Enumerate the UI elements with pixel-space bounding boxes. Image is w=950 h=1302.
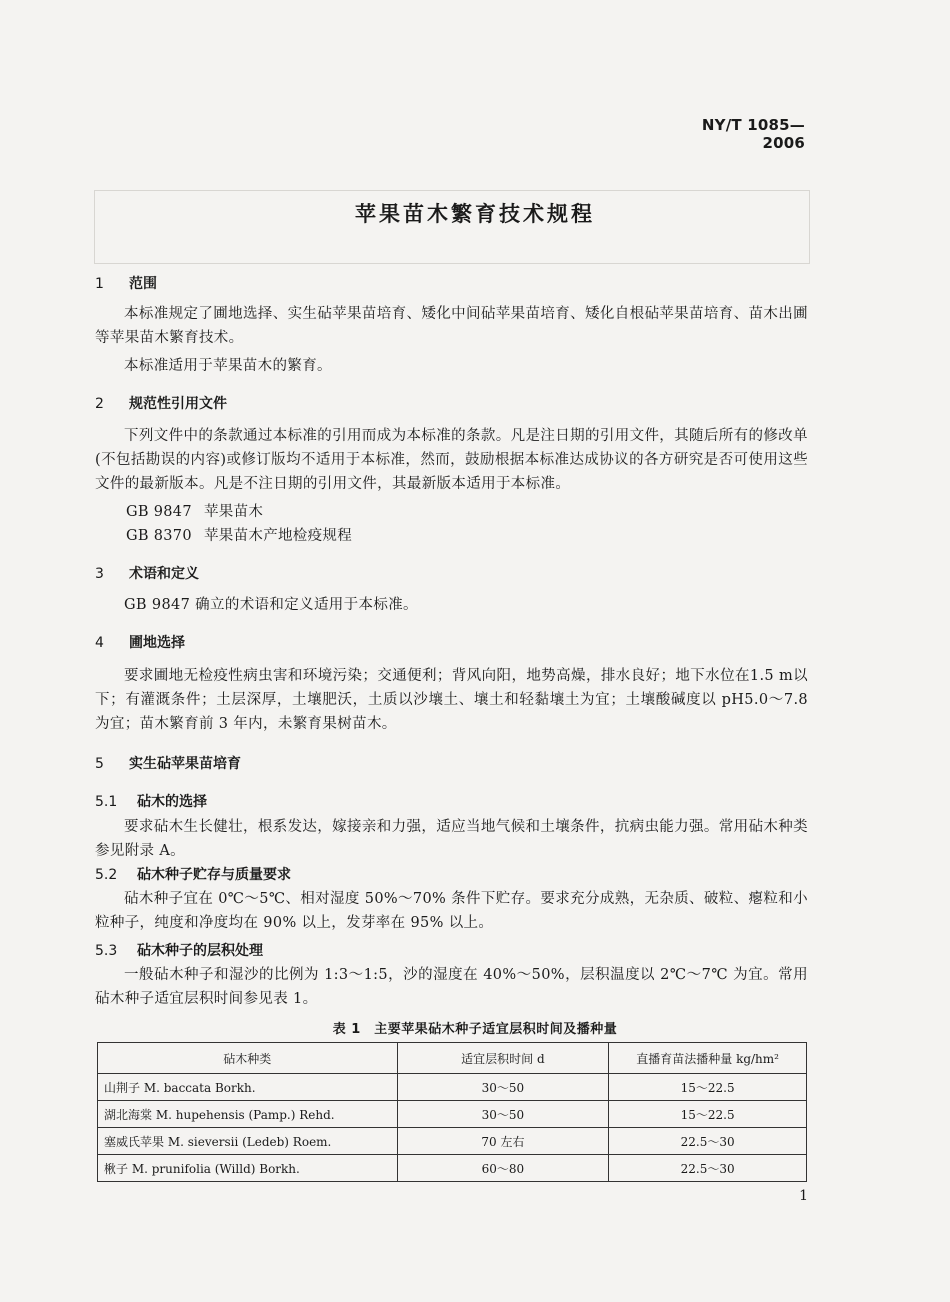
section-title: 术语和定义 [129, 566, 199, 582]
section-number: 3 [95, 566, 104, 582]
cell-days: 30～50 [397, 1074, 609, 1101]
section-4-paragraph-1: 要求圃地无检疫性病虫害和环境污染；交通便利；背风向阳，地势高燥，排水良好；地下水位在1.5 m以下；有灌溉条件；土层深厚，土壤肥沃，土质以沙壤土、壤土和轻黏壤土为宜；土壤酸碱度以 pH5.0～7.8 为宜；苗木繁育前 3 年内，未繁育果树苗木。 [95, 668, 808, 732]
section-1-paragraph-1: 本标准规定了圃地选择、实生砧苹果苗培育、矮化中间砧苹果苗培育、矮化自根砧苹果苗培育、苗木出圃等苹果苗木繁育技术。 [95, 306, 808, 346]
column-header-stratification-days: 适宜层积时间 d [397, 1043, 609, 1074]
section-number: 5 [95, 756, 104, 772]
reference-name: 苹果苗木 [204, 504, 264, 520]
cell-species: 楸子 M. prunifolia (Willd) Borkh. [98, 1155, 398, 1182]
column-header-sowing-rate: 直播育苗法播种量 kg/hm² [609, 1043, 807, 1074]
section-title: 范围 [129, 276, 157, 292]
page-number: 1 [799, 1188, 808, 1204]
table-row [98, 1101, 807, 1128]
document-title: 苹果苗木繁育技术规程 [355, 202, 595, 226]
reference-item [126, 524, 352, 545]
section-5-3-heading [95, 940, 263, 960]
section-5-3-paragraph-1: 一般砧木种子和湿沙的比例为 1:3～1:5，沙的湿度在 40%～50%，层积温度以 2℃～7℃ 为宜。常用砧木种子适宜层积时间参见表 1。 [95, 967, 808, 1007]
section-2-paragraph-1: 下列文件中的条款通过本标准的引用而成为本标准的条款。凡是注日期的引用文件，其随后所有的修改单(不包括勘误的内容)或修订版均不适用于本标准，然而，鼓励根据本标准达成协议的各方研究是否可使用这些文件的最新版本。凡是不注日期的引用文件，其最新版本适用于本标准。 [95, 428, 808, 492]
section-number: 5.1 [95, 794, 118, 810]
section-title: 砧木的选择 [137, 794, 207, 810]
reference-item [126, 500, 263, 521]
cell-rate: 22.5～30 [609, 1155, 807, 1182]
section-5-1-paragraph-1: 要求砧木生长健壮，根系发达，嫁接亲和力强，适应当地气候和土壤条件，抗病虫能力强。常用砧木种类参见附录 A。 [95, 819, 808, 859]
section-number: 5.2 [95, 867, 118, 883]
table-row [98, 1155, 807, 1182]
section-number: 1 [95, 276, 104, 292]
table-header-row [98, 1043, 807, 1074]
reference-code: GB 8370 [126, 528, 192, 544]
section-5-heading [95, 753, 241, 773]
cell-species: 湖北海棠 M. hupehensis (Pamp.) Rehd. [98, 1101, 398, 1128]
cell-days: 30～50 [397, 1101, 609, 1128]
section-1-heading [95, 273, 157, 293]
column-header-species: 砧木种类 [98, 1043, 398, 1074]
cell-rate: 15～22.5 [609, 1101, 807, 1128]
reference-name: 苹果苗木产地检疫规程 [204, 528, 352, 544]
cell-species: 山荆子 M. baccata Borkh. [98, 1074, 398, 1101]
section-2-heading [95, 393, 227, 413]
section-title: 砧木种子的层积处理 [137, 943, 263, 959]
table-row [98, 1074, 807, 1101]
section-3-heading [95, 563, 199, 583]
standard-code: NY/T 1085—2006 [701, 116, 805, 152]
table-1 [97, 1042, 807, 1182]
cell-species: 塞威氏苹果 M. sieversii (Ledeb) Roem. [98, 1128, 398, 1155]
section-5-2-heading [95, 864, 291, 884]
reference-code: GB 9847 [126, 504, 192, 520]
cell-days: 60～80 [397, 1155, 609, 1182]
section-title: 圃地选择 [129, 635, 185, 651]
section-5-2-paragraph-1: 砧木种子宜在 0℃～5℃、相对湿度 50%～70% 条件下贮存。要求充分成熟，无杂质、破粒、瘪粒和小粒种子，纯度和净度均在 90% 以上，发芽率在 95% 以上。 [95, 891, 808, 931]
cell-days: 70 左右 [397, 1128, 609, 1155]
section-title: 砧木种子贮存与质量要求 [137, 867, 291, 883]
table-1-caption: 表 1 主要苹果砧木种子适宜层积时间及播种量 [332, 1022, 618, 1037]
cell-rate: 15～22.5 [609, 1074, 807, 1101]
section-number: 5.3 [95, 943, 118, 959]
section-4-heading [95, 632, 185, 652]
cell-rate: 22.5～30 [609, 1128, 807, 1155]
section-1-paragraph-2: 本标准适用于苹果苗木的繁育。 [124, 358, 332, 374]
section-5-1-heading [95, 791, 207, 811]
section-title: 规范性引用文件 [129, 396, 227, 412]
section-number: 4 [95, 635, 104, 651]
section-title: 实生砧苹果苗培育 [129, 756, 241, 772]
section-3-paragraph-1: GB 9847 确立的术语和定义适用于本标准。 [124, 597, 418, 613]
section-number: 2 [95, 396, 104, 412]
table-row [98, 1128, 807, 1155]
